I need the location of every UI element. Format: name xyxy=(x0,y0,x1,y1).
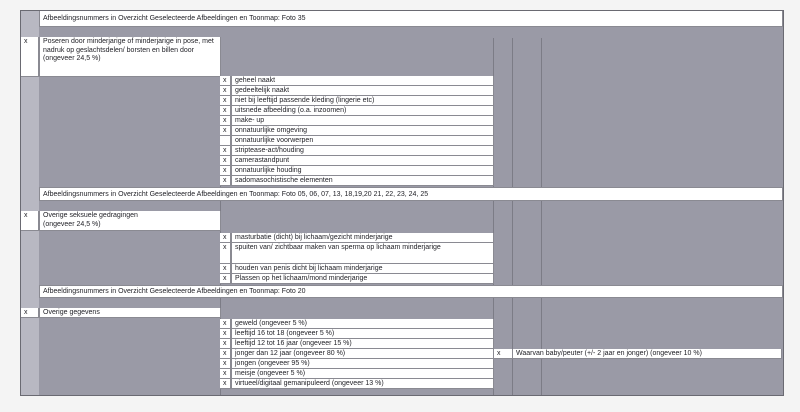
list-item: make- up xyxy=(231,116,494,126)
item-mark: x xyxy=(220,176,231,186)
list-item: uitsnede afbeelding (o.a. inzoomen) xyxy=(231,106,494,116)
list-item: leeftijd 16 tot 18 (ongeveer 5 %) xyxy=(231,329,494,339)
section-header: Afbeeldingsnummers in Overzicht Geselecteerde Afbeeldingen en Toonmap: Foto 35 xyxy=(39,11,783,27)
list-item: jonger dan 12 jaar (ongeveer 80 %) xyxy=(231,349,494,359)
list-item: virtueel/digitaal gemanipuleerd (ongeveer 13 %) xyxy=(231,379,494,389)
item-mark: x xyxy=(220,243,231,264)
list-item: Plassen op het lichaam/mond minderjarige xyxy=(231,274,494,284)
item-mark: x xyxy=(220,339,231,349)
list-item: sadomasochistische elementen xyxy=(231,176,494,186)
list-item: niet bij leeftijd passende kleding (lingerie etc) xyxy=(231,96,494,106)
list-item: geheel naakt xyxy=(231,76,494,86)
item-mark: x xyxy=(220,359,231,369)
list-item: jongen (ongeveer 95 %) xyxy=(231,359,494,369)
list-item: camerastandpunt xyxy=(231,156,494,166)
category-cell xyxy=(39,211,221,231)
check-mark: x xyxy=(21,308,39,318)
item-mark: x xyxy=(220,264,231,274)
check-mark: x xyxy=(21,211,39,231)
item-mark xyxy=(220,136,231,146)
item-mark: x xyxy=(220,156,231,166)
sub-list-item: Waarvan baby/peuter (+/- 2 jaar en jonger) (ongeveer 10 %) xyxy=(512,349,782,359)
list-item: striptease-act/houding xyxy=(231,146,494,156)
item-mark: x xyxy=(220,369,231,379)
list-item: onnatuurlijke omgeving xyxy=(231,126,494,136)
item-mark: x xyxy=(220,116,231,126)
list-item: geweld (ongeveer 5 %) xyxy=(231,319,494,329)
category-label: Overige seksuele gedragingen xyxy=(43,212,138,219)
category-cell xyxy=(39,37,221,77)
item-mark: x xyxy=(220,329,231,339)
item-mark: x xyxy=(220,146,231,156)
item-mark: x xyxy=(220,379,231,389)
list-item: masturbatie (dicht) bij lichaam/gezicht minderjarige xyxy=(231,233,494,243)
list-item: spuiten van/ zichtbaar maken van sperma op lichaam minderjarige xyxy=(231,243,494,264)
item-mark: x xyxy=(220,106,231,116)
sub-item-mark: x xyxy=(493,349,513,359)
item-mark: x xyxy=(220,76,231,86)
list-item: leeftijd 12 tot 16 jaar (ongeveer 15 %) xyxy=(231,339,494,349)
list-item: gedeeltelijk naakt xyxy=(231,86,494,96)
item-mark: x xyxy=(220,126,231,136)
item-mark: x xyxy=(220,349,231,359)
list-item: meisje (ongeveer 5 %) xyxy=(231,369,494,379)
item-mark: x xyxy=(220,166,231,176)
list-item: onnatuurlijke houding xyxy=(231,166,494,176)
list-item: onnatuurlijke voorwerpen xyxy=(231,136,494,146)
item-mark: x xyxy=(220,86,231,96)
item-mark: x xyxy=(220,233,231,243)
item-mark: x xyxy=(220,96,231,106)
check-mark: x xyxy=(21,37,39,77)
section-footer: Afbeeldingsnummers in Overzicht Geselecteerde Afbeeldingen en Toonmap: Foto 20 xyxy=(39,285,783,298)
list-item: houden van penis dicht bij lichaam minderjarige xyxy=(231,264,494,274)
category-label: Overige gegevens xyxy=(39,308,221,318)
column-divider xyxy=(512,38,513,395)
category-share: (ongeveer 24,5 %) xyxy=(43,55,101,62)
column-divider xyxy=(541,38,542,395)
item-mark: x xyxy=(220,319,231,329)
category-share: (ongeveer 24,5 %) xyxy=(43,220,101,228)
item-mark: x xyxy=(220,274,231,284)
section-footer: Afbeeldingsnummers in Overzicht Geselecteerde Afbeeldingen en Toonmap: Foto 05, 06, 07, 13, 18,19,20 21, 22, 23, 24, 25 xyxy=(39,187,783,201)
category-label: Poseren door minderjarige of minderjarige in pose, met nadruk op geslachtsdelen/ borsten en billen door xyxy=(43,38,214,54)
report-table xyxy=(20,10,784,396)
